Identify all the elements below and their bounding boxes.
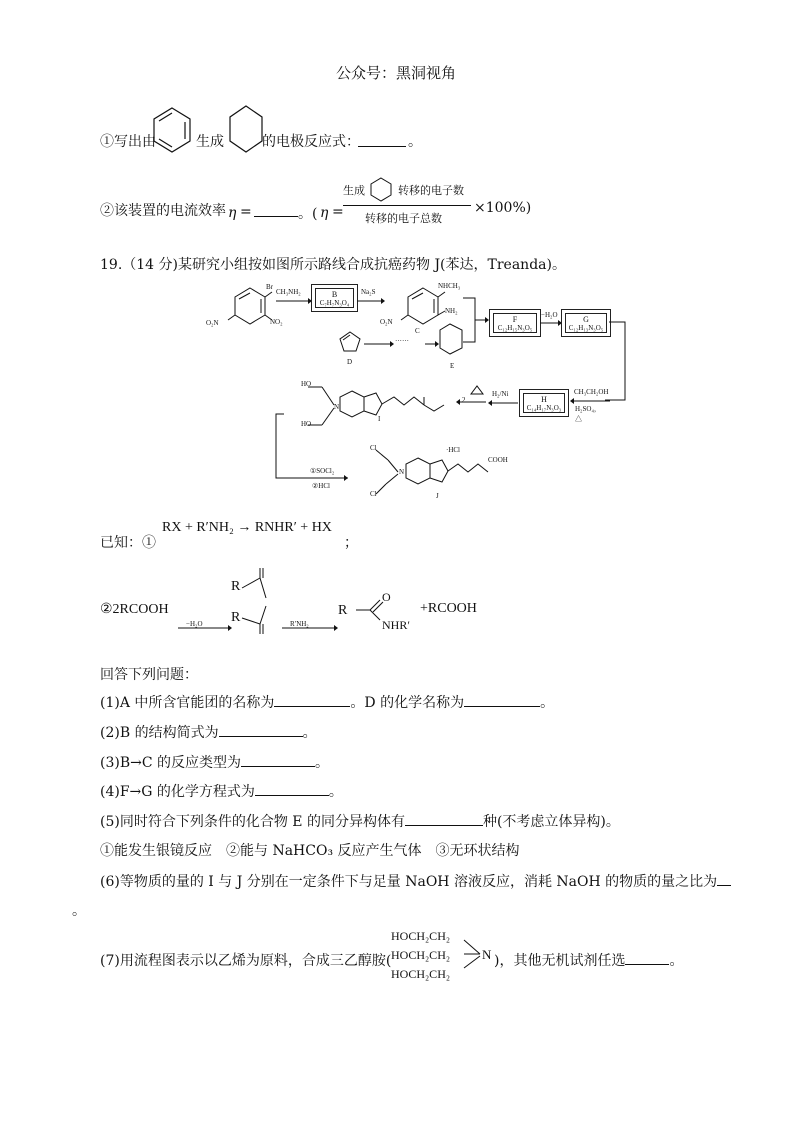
arrow-icon: [540, 318, 562, 328]
arrow-icon: [488, 398, 518, 408]
f-formula: C₁₂H₁₅N₃O₅: [497, 324, 533, 332]
compound-a-structure: [220, 283, 280, 338]
question-4: (4)F→G 的化学方程式为 。: [100, 784, 343, 800]
arrow-icon: [425, 339, 439, 349]
arrow-path: [270, 412, 350, 492]
eta-symbol: η: [228, 205, 237, 221]
arrow-icon: [276, 296, 312, 306]
cond-r-nh2: R′NH₂: [290, 620, 309, 628]
formula-hoch2ch2: HOCH₂CH₂: [391, 929, 451, 943]
o-atom: O: [382, 590, 391, 604]
reagent-h2-ni: H₂/Ni: [492, 390, 509, 398]
q18-part1-mid: 生成: [196, 134, 224, 150]
cond-minus-h2o: −H₂O: [186, 620, 203, 628]
fraction-numerator-pre: 生成: [343, 184, 365, 197]
answer-blank[interactable]: [405, 825, 483, 826]
fraction-denominator: 转移的电子总数: [365, 212, 442, 225]
answer-blank[interactable]: [274, 706, 350, 707]
arrow-icon: [357, 296, 385, 306]
times-hundred: ×100%): [474, 200, 532, 216]
reagent-h2so4: H₂SO₄，△: [575, 405, 601, 423]
nhr-group: NHR′: [382, 618, 410, 632]
compound-g-box: [561, 309, 611, 337]
answer-lead: 回答下列问题：: [100, 667, 198, 683]
question-7-end: )，其他无机试剂任选 。: [494, 953, 684, 969]
benzene-icon: [150, 104, 195, 166]
b-label: B: [331, 290, 338, 299]
answer-blank[interactable]: [358, 146, 406, 147]
i-n-label: N: [334, 403, 340, 411]
j-hcl-label: ·HCl: [446, 446, 460, 454]
c-nh2-label: NH₂: [445, 307, 458, 315]
c-nhch3-label: NHCH₃: [438, 282, 461, 290]
cyclohexane-icon: [369, 176, 393, 202]
cyclohexane-icon: [226, 100, 266, 162]
b-formula: C₇H₇N₃O₄: [319, 299, 350, 307]
eta-symbol: η: [320, 205, 329, 221]
a-o2n-label: O₂N: [206, 319, 219, 327]
answer-blank[interactable]: [241, 766, 315, 767]
answer-blank[interactable]: [219, 736, 303, 737]
g-formula: C₁₂H₁₃N₃O₅: [568, 324, 604, 332]
i-ho-label: HO: [301, 380, 312, 388]
r-group: R: [231, 579, 241, 594]
plus-rcooh: +RCOOH: [420, 601, 477, 616]
period: 。: [408, 134, 422, 150]
q19-intro: 19.（14 分)某研究小组按如图所示路线合成抗癌药物 J(苯达，Treanda)。: [100, 257, 566, 273]
q18-part1-suffix: 的电极反应式：: [262, 134, 360, 150]
bond-lines: [462, 934, 484, 974]
f-label: F: [512, 315, 518, 324]
g-label: G: [583, 315, 589, 324]
reagent-ch3nh2: CH₃NH₂: [276, 288, 301, 296]
c-o2n-label: O₂N: [380, 318, 393, 326]
header-title: 公众号：黑洞视角: [336, 64, 457, 82]
i-label: I: [378, 415, 381, 423]
known-reaction-1: RX + R′NH₂ → RNHR′ + HX: [162, 520, 332, 535]
fraction-numerator-post: 转移的电子数: [398, 184, 464, 197]
fraction-bar: [343, 205, 471, 206]
answer-blank[interactable]: [625, 964, 669, 965]
compound-f-box: [489, 309, 541, 337]
compound-b-box: [311, 284, 358, 312]
dots: ······: [395, 337, 409, 345]
question-5: (5)同时符合下列条件的化合物 E 的同分异构体有 种(不考虑立体异构)。: [100, 814, 620, 830]
j-cl-label: Cl: [370, 490, 377, 498]
known-label: 已知：①: [100, 535, 156, 551]
text-punct: 。(: [298, 206, 318, 222]
j-cl-label: Cl: [370, 444, 377, 452]
h-formula: C₁₄H₁₇N₃O₃: [526, 404, 562, 412]
question-3: (3)B→C 的反应类型为 。: [100, 755, 330, 771]
question-1: (1)A 中所含官能团的名称为 。D 的化学名称为 。: [100, 695, 555, 711]
semicolon: ；: [344, 535, 358, 551]
c-label: C: [415, 327, 420, 335]
e-label: E: [450, 362, 455, 370]
epoxide-icon: [469, 384, 485, 398]
j-cooh-label: COOH: [488, 456, 508, 464]
reagent-hcl: ②HCl: [312, 482, 330, 490]
j-label: J: [436, 492, 439, 500]
question-6: (6)等物质的量的 I 与 J 分别在一定条件下与足量 NaOH 溶液反应，消耗 NaOH 的物质的量之比为: [100, 871, 731, 891]
d-label: D: [347, 358, 353, 366]
answer-blank[interactable]: [464, 706, 540, 707]
a-no2-label: NO₂: [270, 318, 283, 326]
question-5-conditions: ①能发生银镜反应 ②能与 NaHCO₃ 反应产生气体 ③无环状结构: [100, 843, 520, 859]
answer-blank[interactable]: [255, 795, 329, 796]
formula-hoch2ch2: HOCH₂CH₂: [391, 948, 451, 962]
compound-e-structure: [438, 320, 468, 366]
i-ho-label: HO: [301, 420, 312, 428]
question-2: (2)B 的结构简式为 。: [100, 725, 317, 741]
compound-d-structure: [338, 330, 362, 356]
answer-blank[interactable]: [254, 216, 298, 217]
known-reaction-2-lead: ②2RCOOH: [100, 602, 169, 617]
reagent-socl2: ①SOCl₂: [310, 467, 335, 475]
h-label: H: [541, 395, 547, 404]
q18-part1-prefix: ①写出由: [100, 134, 156, 150]
reagent-2: 2: [462, 396, 466, 404]
r-group: R: [338, 603, 348, 618]
n-atom: N: [482, 947, 492, 962]
j-n-label: N: [399, 468, 405, 476]
equals-sign: =: [332, 204, 344, 220]
reagent-ethanol: CH₃CH₂OH: [574, 388, 609, 396]
q18-part2-prefix: ②该装置的电流效率: [100, 203, 226, 219]
minus-h2o: −H₂O: [541, 311, 558, 319]
arrow-icon: [364, 339, 394, 349]
answer-blank[interactable]: [717, 885, 731, 886]
a-br-label: Br: [266, 283, 273, 291]
reagent-na2s: Na₂S: [361, 288, 376, 296]
r-group: R: [231, 610, 241, 625]
formula-hoch2ch2: HOCH₂CH₂: [391, 967, 451, 981]
question-7: (7)用流程图表示以乙烯为原料，合成三乙醇胺(: [100, 953, 392, 969]
compound-h-box: [519, 389, 569, 417]
equals-sign: =: [240, 204, 252, 220]
period: 。: [72, 903, 86, 919]
